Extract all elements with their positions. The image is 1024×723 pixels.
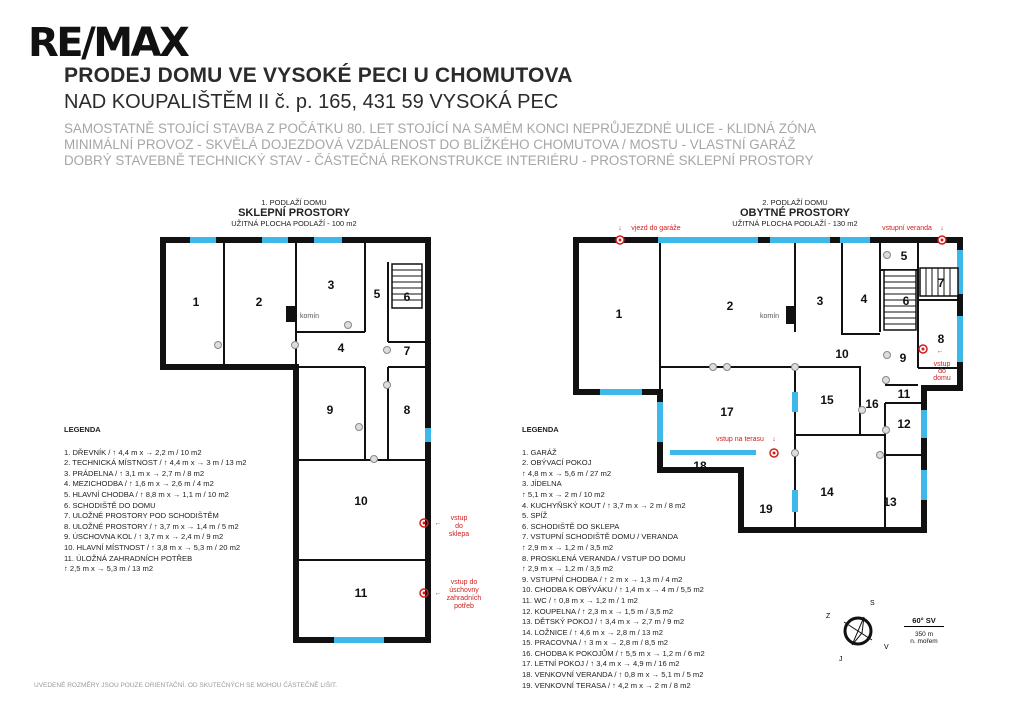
- legend-item: 9. VSTUPNÍ CHODBA / ↑ 2 m x → 1,3 m / 4 m2: [522, 574, 683, 584]
- legend-item: 6. SCHODIŠTĚ DO DOMU: [64, 500, 156, 510]
- arrow-left-icon: ←: [434, 520, 442, 527]
- plan1-chimney: [286, 306, 296, 322]
- room-label: 8: [937, 332, 945, 346]
- entry-label: vjezd do garáže: [631, 225, 681, 232]
- legend-item: 15. PRACOVNA / ↑ 3 m x → 2,8 m / 8,5 m2: [522, 638, 669, 648]
- room-label: 4: [860, 292, 868, 306]
- room-label: 5: [900, 249, 908, 263]
- room-label: 3: [327, 278, 335, 292]
- room-label: 17: [720, 405, 734, 419]
- arrow-left-icon: ←: [434, 590, 442, 597]
- plan2-legend: [522, 425, 705, 691]
- legend-item: 5. SPÍŽ: [522, 511, 548, 521]
- legend-item: 16. CHODBA K POKOJŮM / ↑ 5,5 m x → 1,2 m / 6 m2: [522, 648, 705, 658]
- entry-label: vstup: [450, 515, 468, 522]
- legend-item: 17. LETNÍ POKOJ / ↑ 3,4 m x → 4,9 m / 16 m2: [522, 659, 680, 669]
- legend-item: ↑ 5,1 m x → 2 m / 10 m2: [522, 489, 605, 499]
- legend-item: 4. KUCHYŇSKÝ KOUT / ↑ 3,7 m x → 2 m / 8 m2: [522, 500, 686, 510]
- legend-item: 13. DĚTSKÝ POKOJ / ↑ 3,4 m x → 2,7 m / 9 m2: [522, 617, 685, 627]
- room-label: 12: [897, 417, 911, 431]
- room-label: 9: [899, 351, 907, 365]
- legend-item: 10. CHODBA K OBÝVÁKU / ↑ 1,4 m x → 4 m / 5,5 m2: [522, 585, 704, 595]
- room-label: 2: [255, 295, 263, 309]
- arrow-down-icon: ↓: [618, 225, 622, 232]
- legend-item: 12. KOUPELNA / ↑ 2,3 m x → 1,5 m / 3,5 m2: [522, 606, 674, 616]
- description-line: SAMOSTATNĚ STOJÍCÍ STAVBA Z POČÁTKU 80. LET STOJÍCÍ NA SAMÉM KONCI NEPRŮJEZDNÉ ULICE - KLIDNÁ ZÓNA: [64, 121, 816, 136]
- room-label: 7: [937, 276, 945, 290]
- disclaimer: UVEDENÉ ROZMĚRY JSOU POUZE ORIENTAČNÍ. OD SKUTEČNÝCH SE MOHOU ČÁSTEČNĚ LIŠIT.: [34, 682, 338, 689]
- legend-title: LEGENDA: [64, 425, 101, 434]
- compass-east: V: [884, 644, 889, 651]
- room-label: 16: [865, 397, 879, 411]
- legend-item: 9. ÚSCHOVNA KOL / ↑ 3,7 m x → 2,4 m / 9 m2: [64, 532, 224, 542]
- plan2-lights: [710, 252, 891, 459]
- plan1-area: UŽITNÁ PLOCHA PODLAŽÍ - 100 m2: [231, 219, 357, 228]
- arrow-down-icon: ↓: [772, 436, 776, 443]
- room-label: 4: [337, 341, 345, 355]
- legend-item: 11. WC / ↑ 0,8 m x → 1,2 m / 1 m2: [522, 595, 638, 605]
- entry-label: potřeb: [454, 603, 474, 610]
- legend-title: LEGENDA: [522, 425, 559, 434]
- altitude-value: 350 m: [914, 631, 934, 638]
- entry-label: vstup do: [450, 579, 478, 586]
- entry-label: do: [455, 523, 463, 530]
- legend-item: 4. MEZICHODBA / ↑ 1,6 m x → 2,6 m / 4 m2: [64, 479, 214, 489]
- room-label: 10: [835, 347, 849, 361]
- legend-item: 3. JÍDELNA: [522, 479, 562, 489]
- room-label: 10: [354, 494, 368, 508]
- description-line: DOBRÝ STAVEBNĚ TECHNICKÝ STAV - ČÁSTEČNÁ REKONSTRUKCE INTERIÉRU - PROSTORNÉ SKLEPNÍ PROSTORY: [64, 153, 814, 168]
- entry-label: zahradních: [446, 595, 482, 602]
- page-title: PRODEJ DOMU VE VYSOKÉ PECI U CHOMUTOVA: [64, 64, 573, 87]
- orientation-badge: [904, 616, 944, 645]
- legend-item: ↑ 2,5 m x → 5,3 m / 13 m2: [64, 564, 154, 574]
- legend-item: 3. PRÁDELNA / ↑ 3,1 m x → 2,7 m / 8 m2: [64, 468, 205, 478]
- legend-item: 1. DŘEVNÍK / ↑ 4,4 m x → 2,2 m / 10 m2: [64, 447, 202, 457]
- room-label: 6: [902, 294, 910, 308]
- altitude: [904, 631, 944, 645]
- room-label: 2: [726, 299, 734, 313]
- legend-item: 5. HLAVNÍ CHODBA / ↑ 8,8 m x → 1,1 m / 10 m2: [64, 489, 229, 499]
- plan1-floor: 1. PODLAŽÍ DOMU: [261, 198, 327, 207]
- entry-label: do: [938, 368, 946, 375]
- legend-item: ↑ 2,9 m x → 1,2 m / 3,5 m2: [522, 542, 614, 552]
- arrow-left-icon: ←: [936, 348, 944, 355]
- room-label: 3: [816, 294, 824, 308]
- legend-item: 8. ULOŽNÉ PROSTORY / ↑ 3,7 m x → 1,4 m / 5 m2: [64, 521, 239, 531]
- legend-item: 1. GARÁŽ: [522, 447, 557, 457]
- plan1-legend: [64, 425, 246, 575]
- room-label: 9: [326, 403, 334, 417]
- room-label: 1: [615, 307, 623, 321]
- compass-south: J: [839, 656, 843, 663]
- description-line: MINIMÁLNÍ PROVOZ - SKVĚLÁ DOJEZDOVÁ VZDÁLENOST DO BLÍŽKÉHO CHOMUTOVA / MOSTU - VLASTNÍ GARÁŽ: [64, 137, 796, 152]
- plan2-chimney-label: komín: [760, 313, 780, 320]
- legend-item: 14. LOŽNICE / ↑ 4,6 m x → 2,8 m / 13 m2: [522, 627, 663, 637]
- entry-label: vstup: [933, 361, 951, 368]
- entry-label: vstup na terasu: [716, 436, 764, 443]
- entry-label: domu: [933, 375, 951, 382]
- legend-item: 7. VSTUPNÍ SCHODIŠTĚ DOMU / VERANDA: [522, 532, 679, 542]
- legend-item: 6. SCHODIŠTĚ DO SKLEPA: [522, 521, 620, 531]
- room-label: 11: [354, 586, 368, 600]
- plan1-chimney-label: komín: [300, 313, 320, 320]
- legend-item: 2. OBÝVACÍ POKOJ: [522, 458, 592, 468]
- room-label: 19: [759, 502, 773, 516]
- plan2-floor: 2. PODLAŽÍ DOMU: [762, 198, 828, 207]
- remax-logo: RE/MAX: [28, 20, 188, 66]
- entry-label: vstupní veranda: [882, 225, 932, 232]
- compass-icon: [844, 617, 872, 645]
- altitude-unit: n. mořem: [910, 638, 938, 645]
- entry-label: úschovny: [449, 587, 479, 594]
- room-label: 11: [897, 387, 911, 401]
- legend-item: 18. VENKOVNÍ VERANDA / ↑ 0,8 m x → 5,1 m / 5 m2: [522, 670, 704, 680]
- plan2-chimney: [786, 306, 796, 324]
- plan2-area: UŽITNÁ PLOCHA PODLAŽÍ - 130 m2: [732, 219, 858, 228]
- entry-label: sklepa: [448, 531, 470, 538]
- room-label: 5: [373, 287, 381, 301]
- legend-item: 7. ULOŽNÉ PROSTORY POD SCHODIŠTĚM: [64, 511, 219, 521]
- room-label: 1: [192, 295, 200, 309]
- compass-north: S: [870, 600, 875, 607]
- room-label: 6: [403, 290, 411, 304]
- room-label: 14: [820, 485, 834, 499]
- room-label: 18: [693, 459, 707, 473]
- plan1-name: SKLEPNÍ PROSTORY: [238, 207, 350, 219]
- address: NAD KOUPALIŠTĚM II č. p. 165, 431 59 VYSOKÁ PEC: [64, 91, 559, 113]
- legend-item: 11. ÚLOŽNÁ ZAHRADNÍCH POTŘEB: [64, 553, 193, 563]
- compass-west: Z: [826, 613, 831, 620]
- legend-item: 8. PROSKLENÁ VERANDA / VSTUP DO DOMU: [522, 553, 686, 563]
- legend-item: 2. TECHNICKÁ MÍSTNOST / ↑ 4,4 m x → 3 m / 13 m2: [64, 458, 247, 468]
- legend-item: 10. HLAVNÍ MÍSTNOST / ↑ 3,8 m x → 5,3 m / 20 m2: [64, 542, 241, 552]
- arrow-down-icon: ↓: [940, 225, 944, 232]
- room-label: 7: [403, 344, 411, 358]
- room-label: 13: [883, 495, 897, 509]
- legend-item: ↑ 4,8 m x → 5,6 m / 27 m2: [522, 468, 612, 478]
- plan2-name: OBYTNÉ PROSTORY: [739, 207, 851, 219]
- legend-item: ↑ 2,9 m x → 1,2 m / 3,5 m2: [522, 564, 614, 574]
- room-label: 8: [403, 403, 411, 417]
- room-label: 15: [820, 393, 834, 407]
- orientation: 60° SV: [904, 616, 944, 627]
- legend-item: 19. VENKOVNÍ TERASA / ↑ 4,2 m x → 2 m / 8 m2: [522, 680, 691, 690]
